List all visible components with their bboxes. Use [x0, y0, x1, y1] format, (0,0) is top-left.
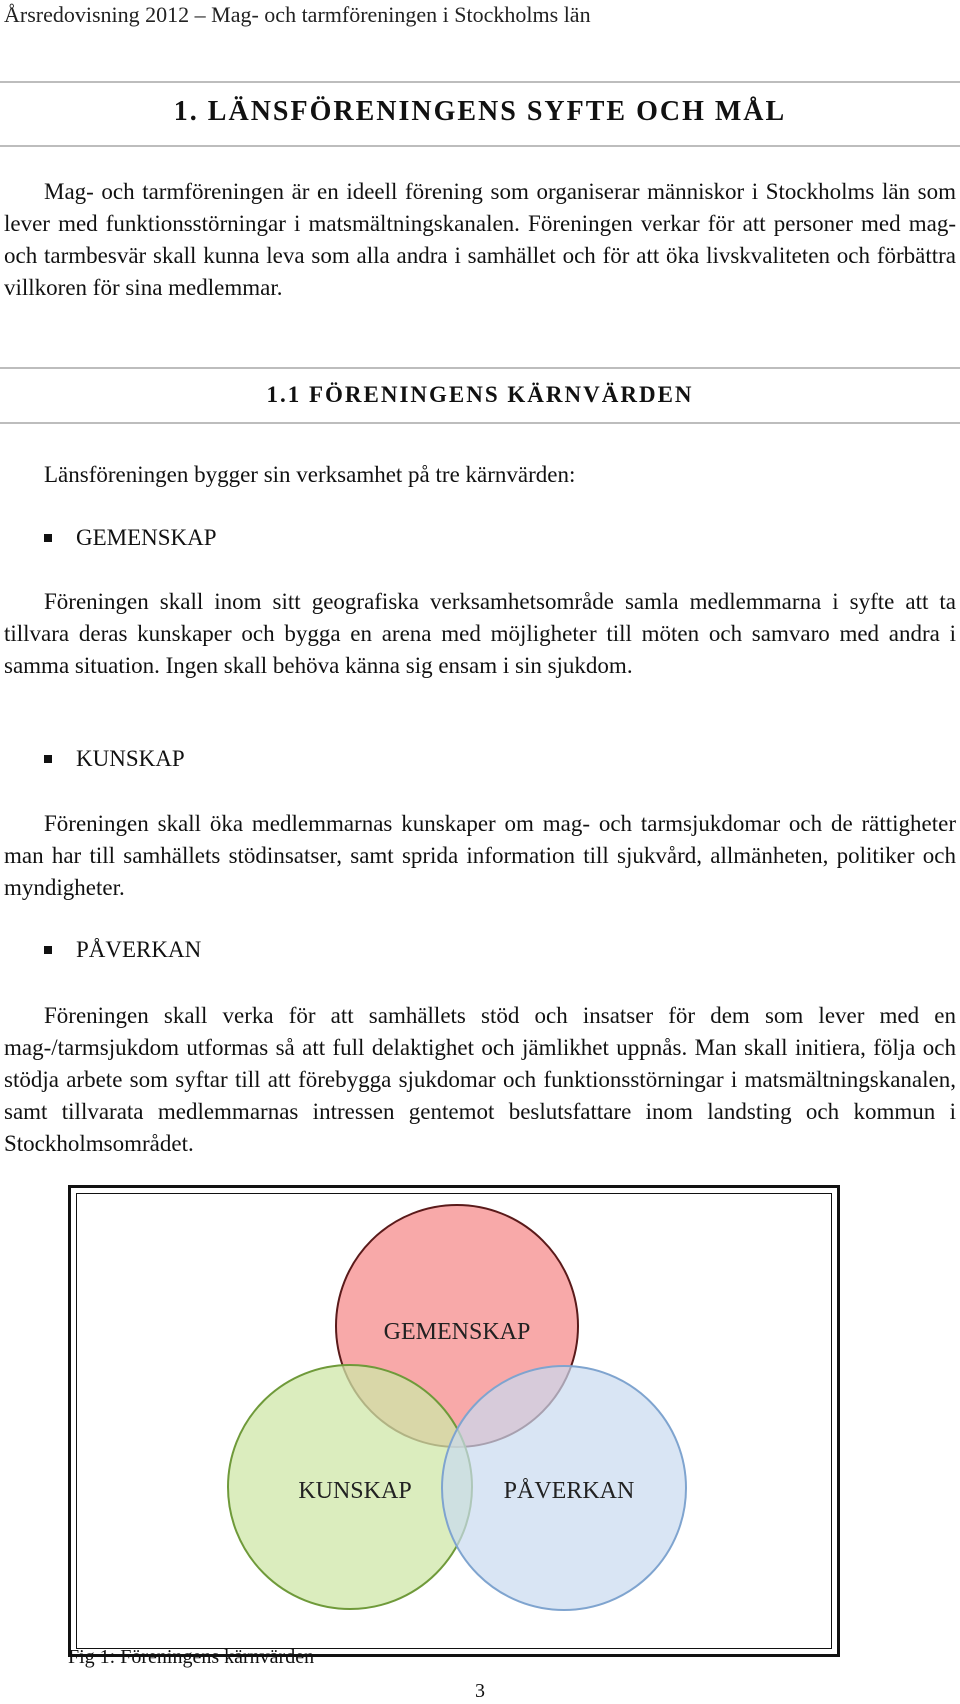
section-heading: 1. LÄNSFÖRENINGENS SYFTE OCH MÅL: [173, 96, 787, 127]
divider: [0, 81, 960, 83]
core-values-intro: Länsföreningen bygger sin verksamhet på tre kärnvärden:: [44, 462, 576, 487]
core-value-title: PÅVERKAN: [76, 937, 202, 962]
purpose-paragraph: Mag- och tarmföreningen är en ideell förening som organiserar människor i Stockholms län som lever med funktionsstörningar i matsmältningskanalen. Föreningen verkar för att personer med mag- och tarmbesvär skall kunna leva som alla andra i samhället och för att öka livskvaliteten och förbättra villkoren för sina medlemmar.: [4, 179, 956, 300]
square-bullet-icon: [44, 946, 52, 954]
venn-diagram: [68, 1185, 840, 1657]
core-value-bullet: [44, 934, 201, 966]
page-number: 3: [475, 1680, 485, 1702]
core-value-text: Föreningen skall inom sitt geografiska verksamhetsområde samla medlemmarna i syfte att ta tillvara deras kunskaper och bygga en arena med möjligheter till möten och samvaro med andra i samma situation. Ingen skall behöva känna sig ensam i sin sjukdom.: [4, 589, 956, 678]
square-bullet-icon: [44, 755, 52, 763]
core-value-bullet: [44, 522, 217, 554]
venn-label-paverkan: PÅVERKAN: [503, 1478, 635, 1504]
core-value-bullet: [44, 743, 185, 775]
divider: [0, 145, 960, 147]
divider: [0, 367, 960, 369]
square-bullet-icon: [44, 534, 52, 542]
subsection-heading: 1.1 FÖRENINGENS KÄRNVÄRDEN: [266, 382, 694, 407]
venn-label-kunskap: KUNSKAP: [298, 1478, 412, 1504]
core-value-title: KUNSKAP: [76, 746, 185, 771]
core-value-text: Föreningen skall öka medlemmarnas kunskaper om mag- och tarmsjukdomar och de rättigheter man har till samhällets stödinsatser, samt sprida information till sjukvård, allmänheten, politiker och myndigheter.: [4, 811, 956, 900]
divider: [0, 422, 960, 424]
running-header: Årsredovisning 2012 – Mag- och tarmföreningen i Stockholms län: [4, 2, 591, 27]
venn-label-gemenskap: GEMENSKAP: [383, 1319, 531, 1345]
core-value-text: Föreningen skall verka för att samhällets stöd och insatser för dem som lever med en mag-/tarmsjukdom utformas så att full delaktighet och jämlikhet uppnås. Man skall initiera, följa och stödja arbete som syftar till att förebygga sjukdomar och funktionsstörningar i matsmältningskanalen, samt tillvarata medlemmarnas intressen gentemot beslutsfattare inom landsting och kommun i Stockholmsområdet.: [4, 1003, 956, 1156]
core-value-title: GEMENSKAP: [76, 525, 217, 550]
figure-caption: Fig 1: Föreningens kärnvärden: [68, 1646, 315, 1668]
